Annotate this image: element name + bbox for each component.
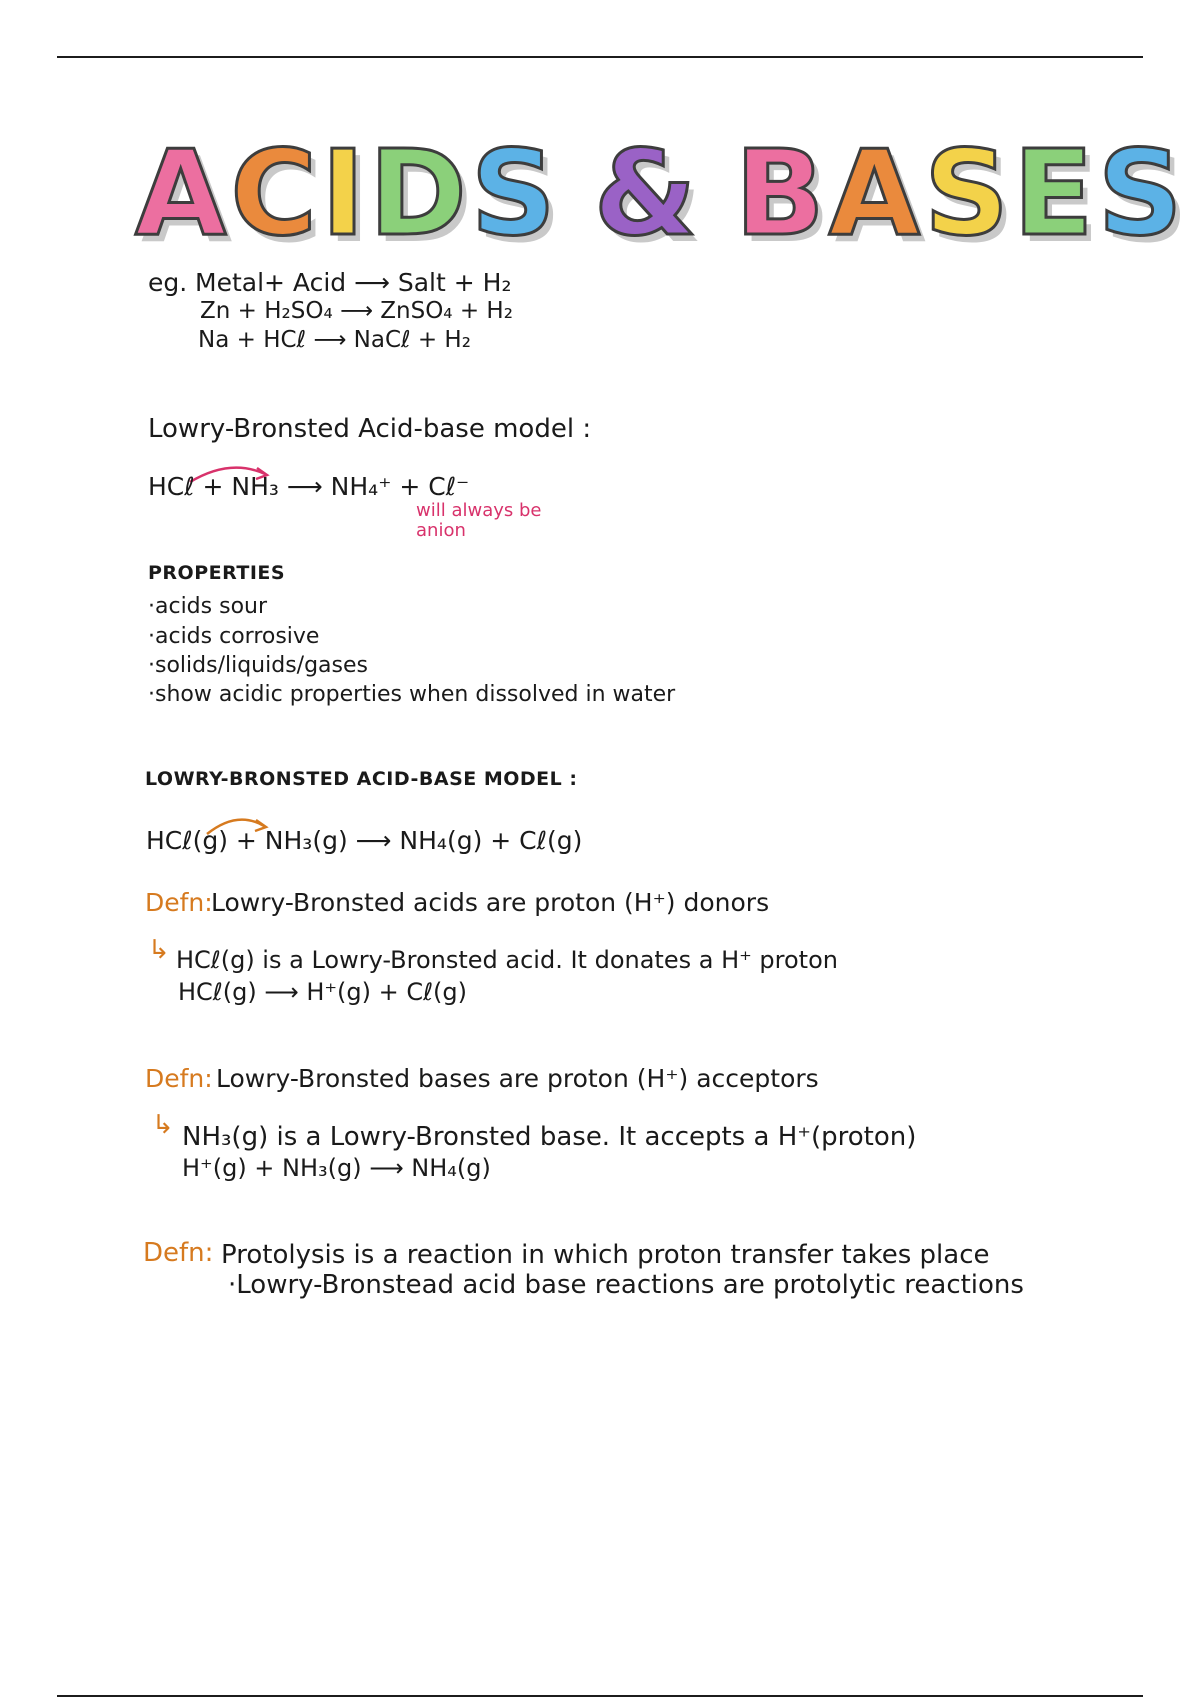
title-letter: E	[1012, 124, 1096, 262]
defn-text: Lowry-Bronsted acids are proton (H⁺) donors	[211, 888, 770, 917]
property-item: ·acids corrosive	[148, 624, 320, 649]
example-line-2: Zn + H₂SO₄ ⟶ ZnSO₄ + H₂	[200, 298, 513, 324]
title-letter: S	[923, 124, 1011, 262]
annotation-line-2: anion	[416, 520, 466, 541]
defn-text: Protolysis is a reaction in which proton transfer takes place	[221, 1240, 990, 1270]
title-letter: C	[230, 124, 319, 262]
example-line-3: Na + HCℓ ⟶ NaCℓ + H₂	[198, 327, 471, 353]
annotation-line-1: will always be	[416, 500, 542, 521]
model2-heading: LOWRY-BRONSTED ACID-BASE MODEL :	[145, 768, 578, 790]
property-item: ·acids sour	[148, 594, 268, 619]
example-line-1: Metal+ Acid ⟶ Salt + H₂	[195, 268, 512, 297]
properties-heading: PROPERTIES	[148, 562, 286, 584]
property-item: ·show acidic properties when dissolved in water	[148, 682, 676, 707]
defn-label: Defn:	[145, 1064, 213, 1093]
defn-detail: HCℓ(g) is a Lowry-Bronsted acid. It donates a H⁺ proton	[176, 946, 838, 974]
defn-label: Defn:	[145, 888, 213, 917]
model2-equation: HCℓ(g) + NH₃(g) ⟶ NH₄(g) + Cℓ(g)	[146, 826, 583, 855]
defn-equation: HCℓ(g) ⟶ H⁺(g) + Cℓ(g)	[178, 978, 468, 1006]
title-letter: &	[593, 124, 699, 262]
defn-detail: ·Lowry-Bronstead acid base reactions are protolytic reactions	[228, 1270, 1024, 1300]
defn-text: Lowry-Bronsted bases are proton (H⁺) acceptors	[216, 1064, 819, 1093]
hook-arrow-icon: ↳	[148, 935, 170, 965]
model-equation: HCℓ + NH₃ ⟶ NH₄⁺ + Cℓ⁻	[148, 472, 470, 501]
example-prefix: eg.	[148, 268, 188, 297]
title-letter: A	[135, 124, 229, 262]
model-heading: Lowry-Bronsted Acid-base model :	[148, 414, 592, 444]
defn-detail: NH₃(g) is a Lowry-Bronsted base. It accepts a H⁺(proton)	[182, 1122, 917, 1152]
title-letter: I	[320, 124, 367, 262]
title-letter: B	[734, 124, 827, 262]
defn-equation: H⁺(g) + NH₃(g) ⟶ NH₄(g)	[182, 1154, 491, 1182]
title-letter: D	[368, 124, 469, 262]
page-title	[135, 124, 1187, 262]
property-item: ·solids/liquids/gases	[148, 653, 368, 678]
hook-arrow-icon: ↳	[152, 1110, 174, 1140]
defn-label: Defn:	[143, 1238, 214, 1268]
title-letter: A	[828, 124, 922, 262]
bottom-rule	[57, 1695, 1143, 1697]
top-rule	[57, 56, 1143, 58]
title-letter: S	[1097, 124, 1185, 262]
title-letter: S	[470, 124, 558, 262]
